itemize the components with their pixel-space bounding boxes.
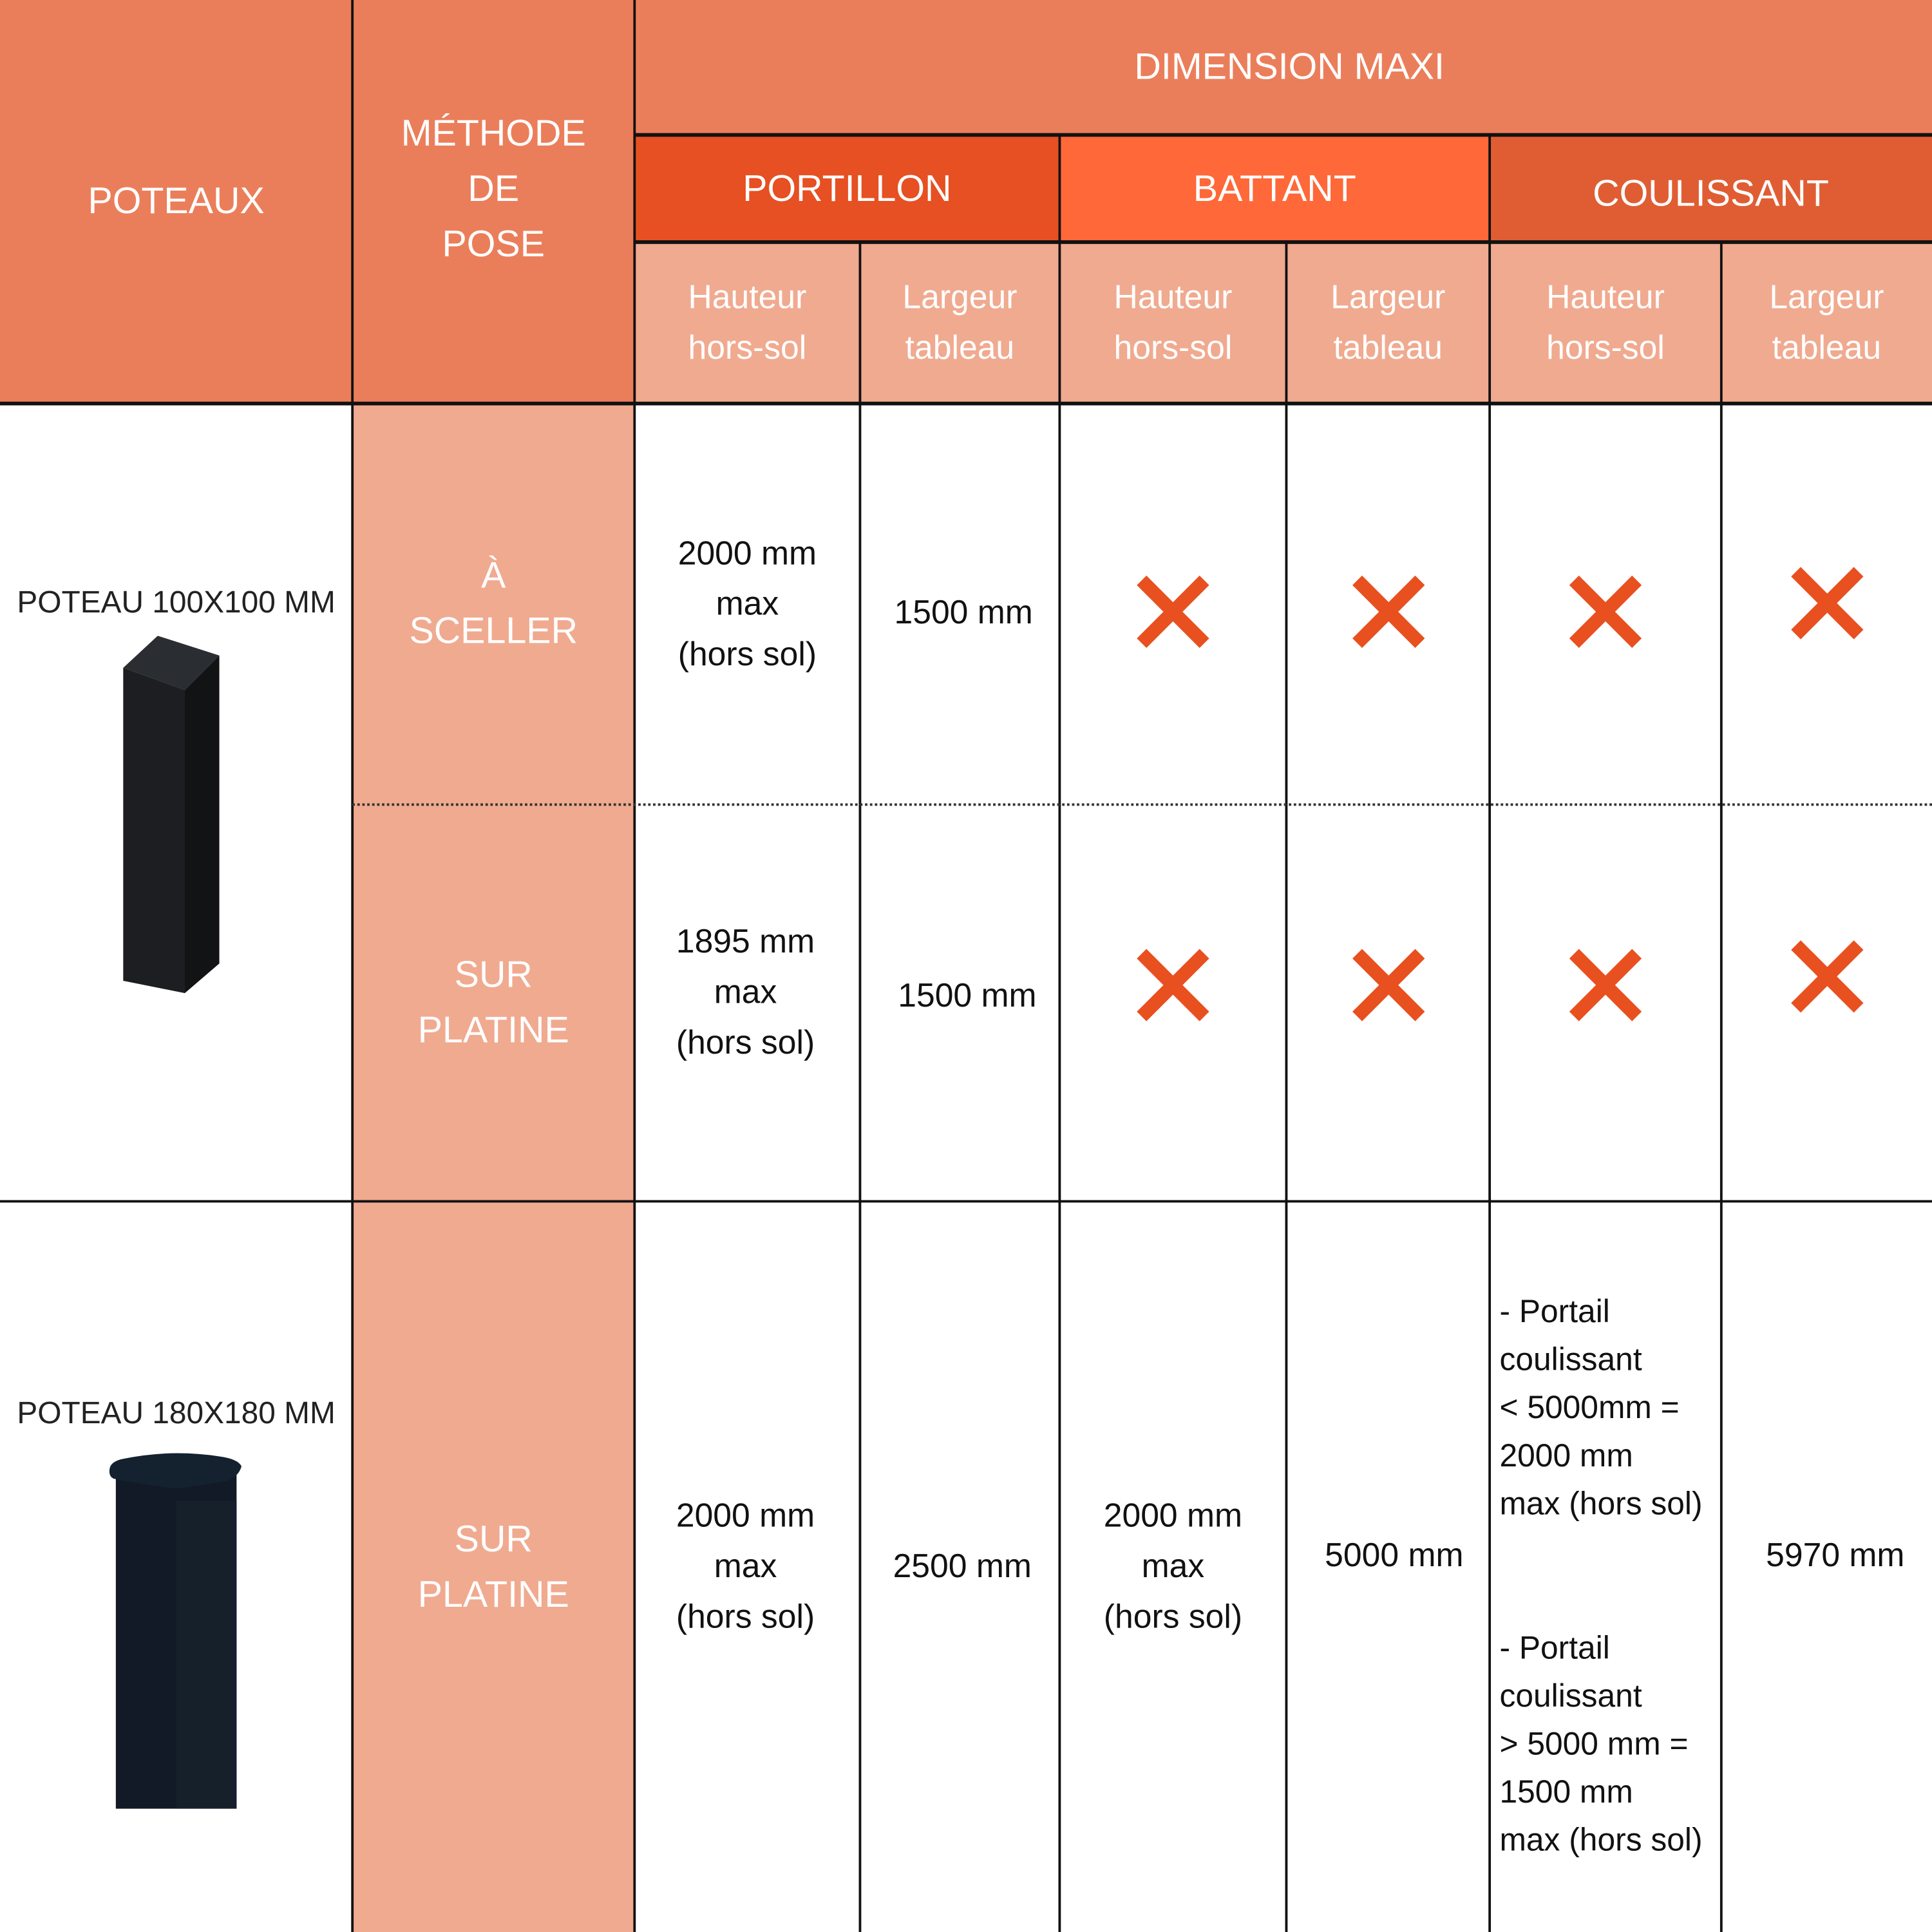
cell-text: 2000 mm (676, 1497, 815, 1535)
subheader-label: Hauteur (688, 278, 807, 316)
battant-largeur-cell (1286, 804, 1490, 1166)
cross-icon (1136, 949, 1210, 1023)
portillon-largeur-cell (860, 1201, 1065, 1932)
grid-line (351, 0, 354, 1932)
cell-text: max (hors sol) (1499, 1484, 1703, 1522)
grid-line (0, 1200, 1932, 1203)
methode-a-sceller (352, 403, 634, 805)
methode-label: SUR (454, 954, 533, 996)
subheader-label: tableau (905, 328, 1015, 366)
grid-line (859, 243, 862, 1932)
poteau-100-cell (0, 403, 352, 1202)
battant-largeur-cell (1286, 403, 1490, 822)
coulissant-largeur-cell (1721, 403, 1932, 805)
methode-sur-platine (352, 804, 634, 1201)
subheader-battant-hauteur (1059, 243, 1286, 403)
methode-sur-platine (352, 1201, 634, 1932)
subheader-label: hors-sol (688, 328, 807, 366)
grid-line (1720, 243, 1723, 1932)
header-dimension-maxi (634, 0, 1932, 135)
cell-text: (hors sol) (676, 1023, 815, 1061)
subheader-label: hors-sol (1113, 328, 1233, 366)
header-label: PORTILLON (743, 168, 952, 209)
portillon-hauteur-cell (634, 403, 860, 805)
cell-text: max (714, 972, 777, 1010)
cell-text: coulissant (1499, 1340, 1642, 1378)
cell-text: 2000 mm (1103, 1497, 1243, 1535)
header-methode (352, 0, 634, 403)
header-battant (1059, 135, 1490, 243)
battant-hauteur-cell (1059, 1201, 1286, 1932)
subheader-coulissant-largeur (1721, 243, 1932, 403)
cell-text: > 5000 mm = (1499, 1725, 1689, 1762)
cell-text: 5970 mm (1766, 1536, 1905, 1574)
header-poteaux (0, 0, 352, 403)
subheader-label: Hauteur (1546, 278, 1665, 316)
subheader-portillon-hauteur (634, 243, 860, 403)
header-label: MÉTHODE (401, 113, 586, 155)
subheader-battant-largeur (1286, 243, 1490, 403)
poteau-180-cell (0, 1201, 352, 1932)
cell-text: - Portail (1499, 1629, 1610, 1666)
portillon-hauteur-cell (634, 804, 856, 1179)
battant-hauteur-cell (1059, 804, 1286, 1166)
grid-line (633, 0, 636, 1932)
cell-text: 1500 mm (898, 976, 1037, 1014)
portillon-largeur-cell (860, 804, 1074, 1186)
methode-label: PLATINE (417, 1574, 569, 1615)
cell-text: - Portail (1499, 1293, 1610, 1330)
portillon-hauteur-cell (634, 1201, 856, 1932)
cell-text: max (715, 584, 779, 622)
methode-label: À (481, 555, 506, 597)
cell-text: < 5000mm = (1499, 1388, 1680, 1426)
header-coulissant (1490, 135, 1932, 243)
subheader-label: Largeur (1331, 278, 1446, 316)
subheader-label: tableau (1772, 328, 1882, 366)
subheader-label: Largeur (902, 278, 1018, 316)
dotted-divider (352, 803, 1932, 806)
cell-text: max (1141, 1548, 1205, 1585)
coulissant-hauteur-cell (1490, 403, 1721, 822)
subheader-coulissant-hauteur (1490, 243, 1721, 403)
post-100-image (120, 633, 231, 1003)
grid-line (0, 402, 1932, 406)
cross-icon (1136, 575, 1210, 649)
cross-icon (1351, 949, 1425, 1023)
cell-text: (hors sol) (677, 635, 817, 672)
subheader-label: Hauteur (1113, 278, 1233, 316)
cell-text: 2000 mm (677, 534, 817, 571)
cross-icon (1351, 575, 1425, 649)
coulissant-hauteur-cell (1490, 804, 1721, 1166)
cell-text: 5000 mm (1325, 1536, 1464, 1574)
post-180-image (108, 1452, 243, 1809)
cell-text: max (714, 1548, 777, 1585)
header-label: BATTANT (1193, 168, 1356, 209)
header-label: POTEAUX (88, 181, 265, 222)
poteau-label: POTEAU 180X180 MM (17, 1396, 336, 1431)
header-label: DIMENSION MAXI (1134, 46, 1445, 88)
battant-largeur-cell (1286, 1201, 1502, 1909)
subheader-portillon-largeur (860, 243, 1059, 403)
cross-icon (1569, 949, 1643, 1023)
cross-icon (1569, 575, 1643, 649)
coulissant-hauteur-cell (1490, 1201, 1721, 1932)
subheader-label: Largeur (1769, 278, 1884, 316)
cell-text: coulissant (1499, 1676, 1642, 1714)
cross-icon (1790, 567, 1864, 641)
coulissant-largeur-cell (1721, 1201, 1932, 1909)
cell-text: 2500 mm (893, 1548, 1032, 1585)
cell-text: 2000 mm (1499, 1436, 1633, 1474)
subheader-label: tableau (1333, 328, 1443, 366)
battant-hauteur-cell (1059, 403, 1286, 822)
poteau-label: POTEAU 100X100 MM (17, 585, 336, 620)
cell-text: (hors sol) (1103, 1598, 1243, 1635)
header-label: DE (468, 169, 520, 210)
header-label: COULISSANT (1593, 173, 1829, 214)
grid-line (634, 133, 1932, 137)
subheader-label: hors-sol (1546, 328, 1665, 366)
cell-text: 1500 mm (1499, 1773, 1633, 1810)
cross-icon (1790, 940, 1864, 1014)
header-portillon (634, 135, 1059, 243)
cell-text: 1895 mm (676, 922, 815, 960)
coulissant-largeur-cell (1721, 804, 1932, 1150)
methode-label: SCELLER (409, 611, 578, 652)
methode-label: SUR (454, 1519, 533, 1560)
methode-label: PLATINE (417, 1010, 569, 1052)
cell-text: max (hors sol) (1499, 1821, 1703, 1859)
header-label: POSE (442, 224, 545, 265)
grid-line (1285, 243, 1288, 1932)
portillon-largeur-cell (860, 403, 1066, 822)
grid-line (634, 240, 1932, 244)
cell-text: 1500 mm (894, 593, 1033, 630)
cell-text: (hors sol) (676, 1598, 815, 1635)
